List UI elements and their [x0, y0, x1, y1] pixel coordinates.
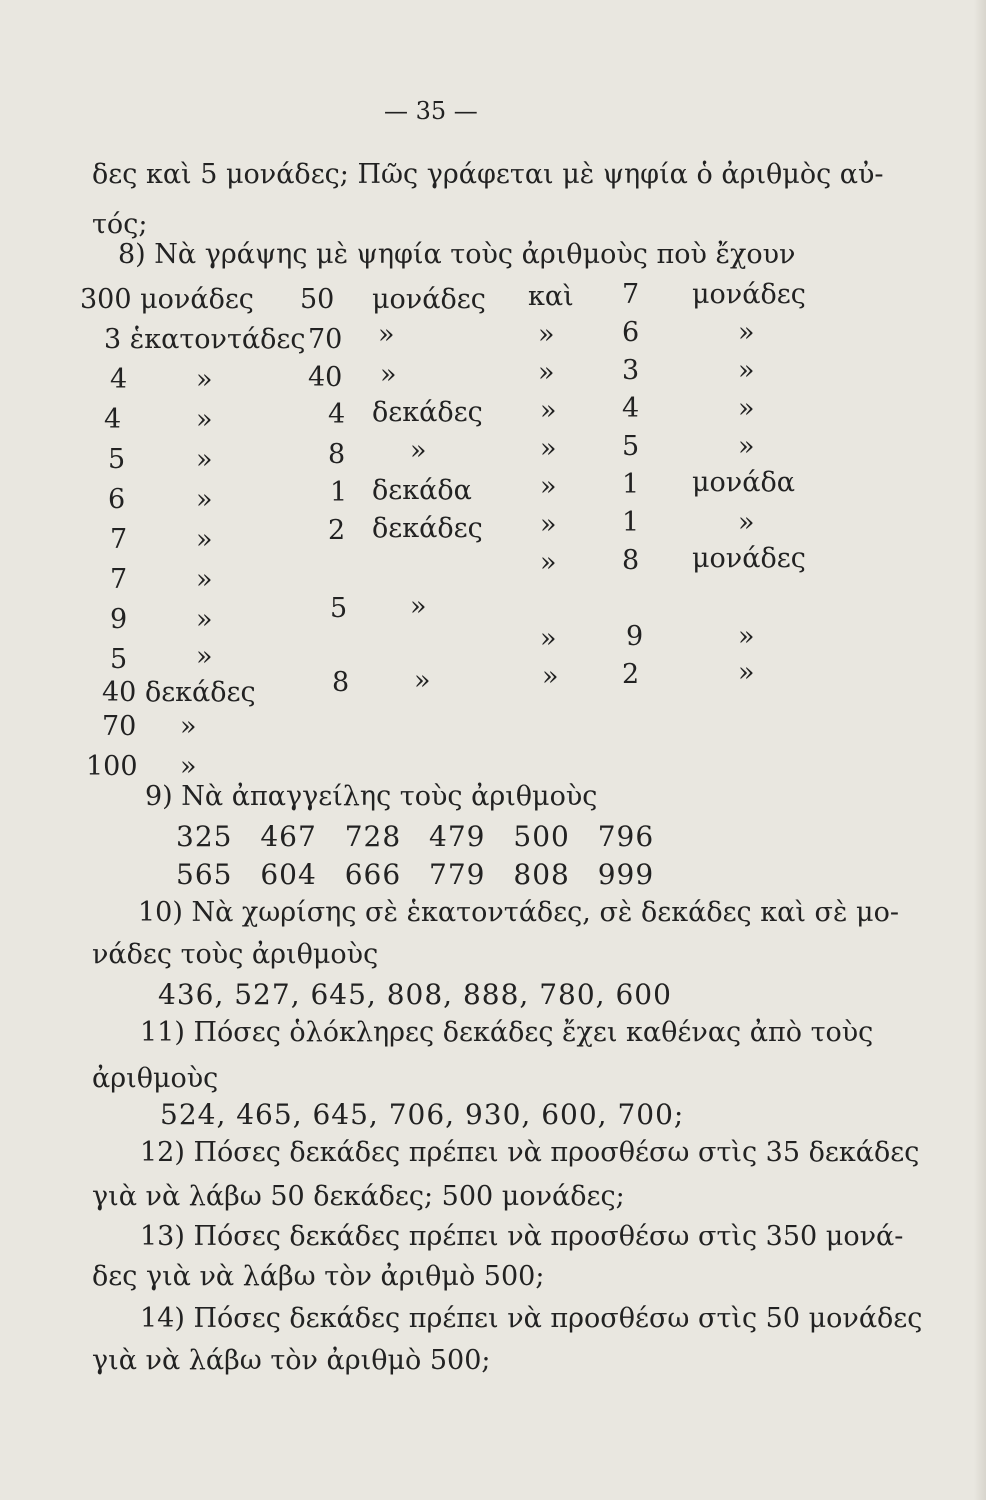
page-edge — [974, 0, 986, 1500]
q8-cell: 9 — [110, 604, 128, 635]
q8-cell: μονάδες — [372, 284, 486, 315]
intro-line-2: τός; — [92, 209, 148, 240]
q11-numbers: 524, 465, 645, 706, 930, 600, 700; — [160, 1098, 685, 1131]
q13-line-2: δες γιὰ νὰ λάβω τὸν ἀριθμὸ 500; — [92, 1261, 545, 1292]
q13-line-1: 13) Πόσες δεκάδες πρέπει νὰ προσθέσω στὶς 350 μονά- — [140, 1221, 904, 1252]
q8-cell: 9 — [626, 621, 644, 652]
q8-cell: » — [196, 444, 213, 475]
q8-cell: » — [380, 359, 397, 390]
q8-cell: 5 — [108, 444, 126, 475]
q14-line-2: γιὰ νὰ λάβω τὸν ἀριθμὸ 500; — [92, 1345, 491, 1376]
q8-cell: 1 — [622, 469, 640, 500]
q9-heading: 9) Νὰ ἀπαγγείλης τοὺς ἀριθμοὺς — [145, 781, 598, 812]
q9-numbers-row-2: 565 604 666 779 808 999 — [176, 858, 655, 891]
q8-cell: » — [542, 661, 559, 692]
q8-cell: » — [410, 591, 427, 622]
q8-cell: 3 ἑκατοντάδες — [104, 324, 306, 355]
q8-cell: » — [738, 317, 755, 348]
q12-line-1: 12) Πόσες δεκάδες πρέπει νὰ προσθέσω στὶς 35 δεκάδες — [140, 1137, 920, 1168]
q8-cell: 5 — [330, 593, 348, 624]
q8-cell: » — [196, 484, 213, 515]
q8-cell: μονάδες — [692, 279, 806, 310]
q8-cell: 4 — [110, 364, 128, 395]
q8-cell: 40 — [308, 362, 343, 393]
q10-line-2: νάδες τοὺς ἀριθμοὺς — [92, 939, 379, 970]
q8-cell: 4 — [622, 393, 640, 424]
q8-cell: » — [196, 364, 213, 395]
q8-cell: 50 — [300, 284, 335, 315]
q8-cell: » — [540, 547, 557, 578]
q11-line-1: 11) Πόσες ὁλόκληρες δεκάδες ἔχει καθένας ἀπὸ τοὺς — [140, 1017, 874, 1048]
q8-cell: 300 μονάδες — [80, 284, 254, 315]
q8-cell: » — [540, 623, 557, 654]
q8-cell: 5 — [110, 644, 128, 675]
q8-cell: » — [196, 564, 213, 595]
q8-cell: » — [378, 319, 395, 350]
q8-cell: 2 — [328, 515, 346, 546]
q8-cell: 6 — [108, 484, 126, 515]
q8-cell: » — [538, 319, 555, 350]
q8-cell: 4 — [104, 404, 122, 435]
q14-line-1: 14) Πόσες δεκάδες πρέπει νὰ προσθέσω στὶς 50 μονάδες — [140, 1303, 923, 1334]
q8-cell: » — [540, 395, 557, 426]
q10-numbers: 436, 527, 645, 808, 888, 780, 600 — [158, 978, 672, 1011]
q8-cell: » — [738, 657, 755, 688]
q8-cell: » — [410, 435, 427, 466]
page-number: — 35 — — [384, 97, 478, 125]
intro-line-1: δες καὶ 5 μονάδες; Πῶς γράφεται μὲ ψηφία ὁ ἀριθμὸς αὐ- — [92, 159, 884, 190]
q8-cell: » — [738, 621, 755, 652]
q8-heading: 8) Νὰ γράψης μὲ ψηφία τοὺς ἀριθμοὺς ποὺ ἔχουν — [118, 239, 796, 270]
q8-cell: 7 — [622, 279, 640, 310]
q8-cell: » — [738, 355, 755, 386]
q8-cell: 3 — [622, 355, 640, 386]
q8-cell: 8 — [328, 439, 346, 470]
q8-cell: » — [738, 431, 755, 462]
q9-numbers-row-1: 325 467 728 479 500 796 — [176, 820, 655, 853]
q8-cell: 1 — [330, 477, 348, 508]
q8-cell: μονάδα — [692, 467, 795, 498]
q8-cell: 4 — [328, 399, 346, 430]
q8-cell: » — [738, 507, 755, 538]
q8-cell: » — [196, 604, 213, 635]
q8-cell: δεκάδα — [372, 475, 472, 506]
q10-line-1: 10) Νὰ χωρίσης σὲ ἑκατοντάδες, σὲ δεκάδες καὶ σὲ μο- — [138, 897, 899, 928]
q8-cell: 1 — [622, 507, 640, 538]
q8-cell: » — [540, 471, 557, 502]
q8-cell: 7 — [110, 564, 128, 595]
q8-cell: » — [538, 357, 555, 388]
q8-cell: 6 — [622, 317, 640, 348]
q11-line-2: ἀριθμοὺς — [92, 1063, 219, 1094]
q8-cell: » — [180, 711, 197, 742]
q8-cell: » — [196, 641, 213, 672]
q8-cell: » — [540, 509, 557, 540]
q8-cell: » — [738, 393, 755, 424]
q8-cell: 8 — [332, 667, 350, 698]
q8-cell: 70 — [308, 324, 343, 355]
q8-cell: 5 — [622, 431, 640, 462]
q8-cell: μονάδες — [692, 543, 806, 574]
q8-cell: 100 — [86, 751, 138, 782]
q8-cell: δεκάδες — [372, 397, 483, 428]
q8-cell: δεκάδες — [372, 513, 483, 544]
q8-cell: » — [414, 665, 431, 696]
q8-cell: » — [196, 404, 213, 435]
q8-cell: 8 — [622, 545, 640, 576]
q8-cell: 70 — [102, 711, 137, 742]
q12-line-2: γιὰ νὰ λάβω 50 δεκάδες; 500 μονάδες; — [92, 1181, 625, 1212]
q8-cell: » — [196, 524, 213, 555]
q8-cell: » — [540, 433, 557, 464]
q8-cell: 40 δεκάδες — [102, 677, 256, 708]
q8-cell: » — [180, 751, 197, 782]
q8-cell: καὶ — [528, 281, 574, 312]
q8-cell: 2 — [622, 659, 640, 690]
q8-cell: 7 — [110, 524, 128, 555]
